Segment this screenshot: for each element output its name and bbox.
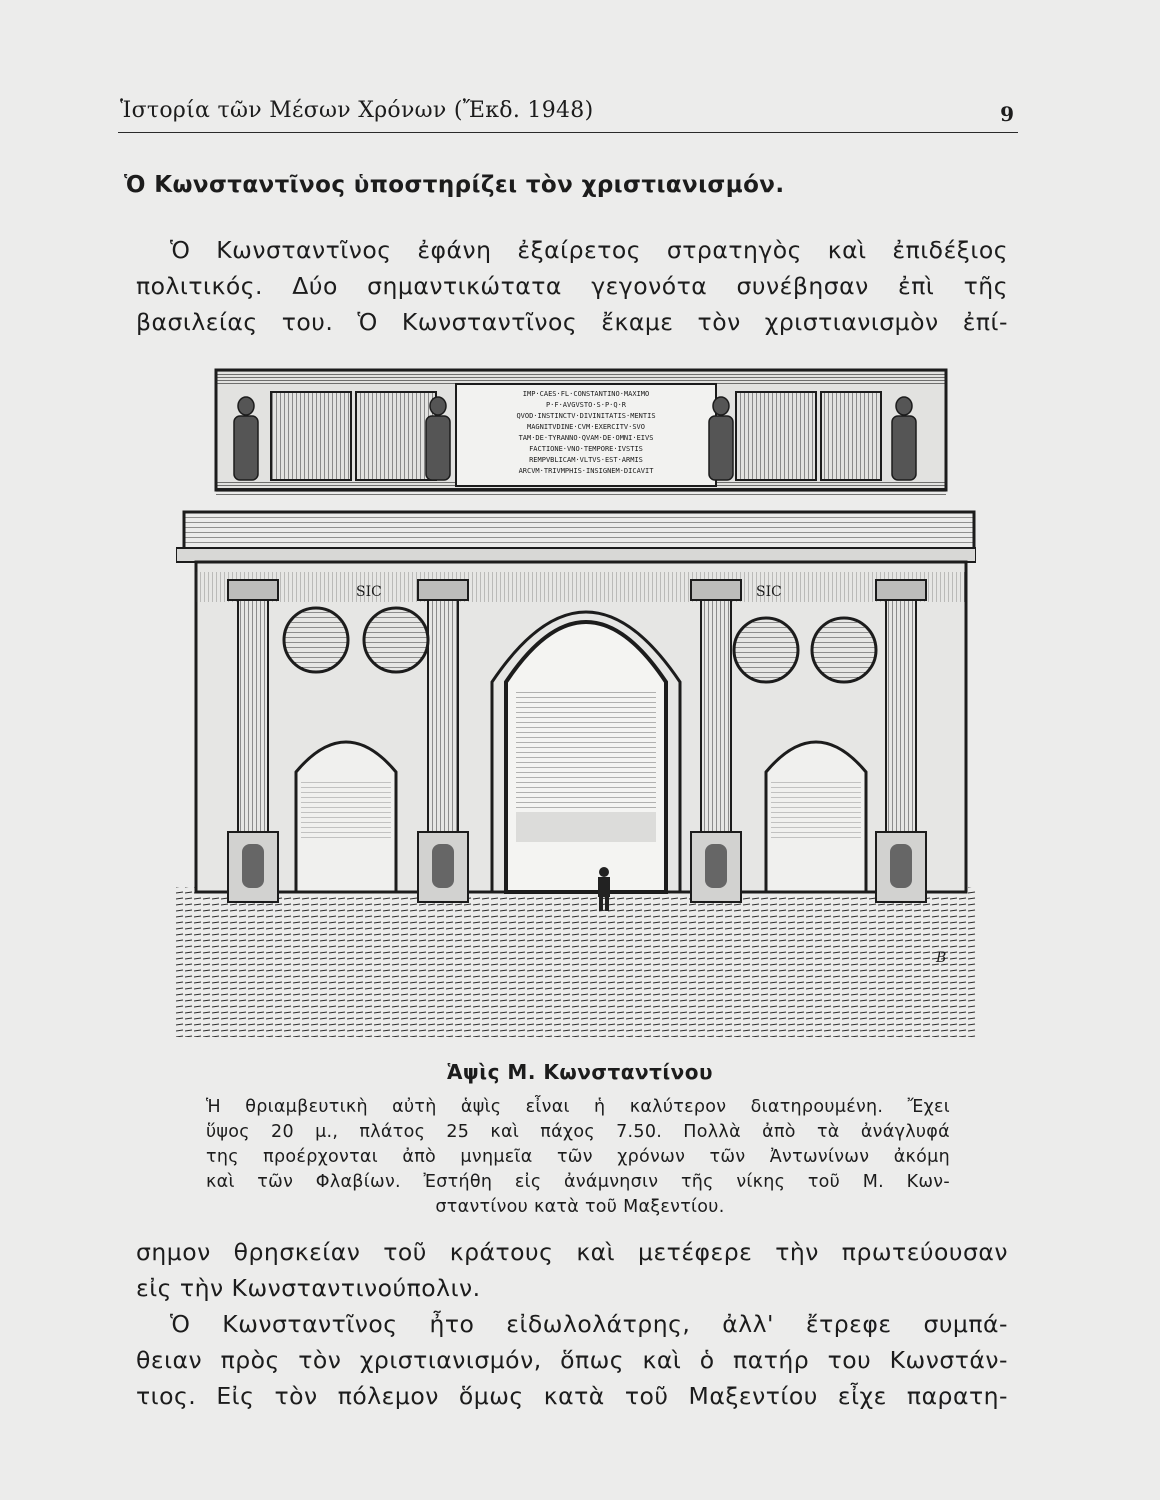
attic-relief — [821, 392, 881, 480]
inscription-line: P·F·AVGVSTO·S·P·Q·R — [545, 401, 627, 409]
attic-label-left: SIC — [356, 584, 382, 600]
figure-title: Ἁψὶς Μ. Κωνσταντίνου — [446, 1060, 714, 1084]
attic-relief — [356, 392, 436, 480]
attic-label-right: SIC — [756, 584, 782, 600]
column — [238, 592, 268, 832]
paragraph-line: εἰς τὴν Κωνσταντινούπολιν. — [136, 1274, 481, 1302]
inscription-line: MAGNITVDINE·CVM·EXERCITV·SVO — [526, 423, 646, 431]
header-title: Ἱστορία τῶν Μέσων Χρόνων (Ἔκδ. 1948) — [120, 98, 594, 123]
caption-line: Ἡ θριαμβευτικὴ αὐτὴ ἁψὶς εἶναι ἡ καλύτερον διατηρουμένη. Ἔχει — [206, 1097, 950, 1117]
section-heading: Ὁ Κωνσταντῖνος ὑποστηρίζει τὸν χριστιανισμόν. — [124, 172, 785, 198]
paragraph-line: πολιτικός. Δύο σημαντικώτατα γεγονότα συνέβησαν ἐπὶ τῆς — [136, 272, 1008, 300]
inscription-line: ARCVM·TRIVMPHIS·INSIGNEM·DICAVIT — [518, 467, 654, 475]
engraver-signature: B — [936, 950, 947, 966]
page-number: 9 — [1000, 102, 1014, 126]
column — [428, 592, 458, 832]
inscription-line: FACTIONE·VNO·TEMPORE·IVSTIS — [529, 445, 643, 453]
paragraph-line: Ὁ Κωνσταντῖνος ἦτο εἰδωλολάτρης, ἀλλ' ἔτρεφε συμπά- — [170, 1310, 1008, 1338]
arch-engraving — [176, 362, 976, 1042]
inscription-line: REMPVBLICAM·VLTVS·EST·ARMIS — [529, 456, 643, 464]
caption-line: σταντίνου κατὰ τοῦ Μαξεντίου. — [435, 1197, 725, 1217]
column — [701, 592, 731, 832]
cornice — [184, 512, 974, 552]
paragraph-line: τιος. Εἰς τὸν πόλεμον ὅμως κατὰ τοῦ Μαξεντίου εἶχε παρατη- — [136, 1382, 1008, 1410]
caption-line: καὶ τῶν Φλαβίων. Ἐστήθη εἰς ἀνάμνησιν τῆς νίκης τοῦ Μ. Κων- — [206, 1172, 950, 1192]
inscription-line: TAM·DE·TYRANNO·QVAM·DE·OMNI·EIVS — [518, 434, 654, 442]
paragraph-line: Ὁ Κωνσταντῖνος ἐφάνη ἐξαίρετος στρατηγὸς καὶ ἐπιδέξιος — [170, 236, 1008, 264]
caption-line: της προέρχονται ἀπὸ μνημεῖα τῶν χρόνων τῶν Ἀντωνίνων ἀκόμη — [206, 1147, 950, 1167]
paragraph-line: θειαν πρὸς τὸν χριστιανισμόν, ὅπως καὶ ὁ πατήρ του Κωνστάν- — [136, 1346, 1008, 1374]
paragraph-line: βασιλείας του. Ὁ Κωνσταντῖνος ἔκαμε τὸν χριστιανισμὸν ἐπί- — [136, 308, 1008, 336]
inscription-line: IMP·CAES·FL·CONSTANTINO·MAXIMO — [522, 390, 650, 398]
attic-relief — [736, 392, 816, 480]
caption-line: ὕψος 20 μ., πλάτος 25 καὶ πάχος 7.50. Πολλὰ ἀπὸ τὰ ἀνάγλυφά — [206, 1122, 950, 1142]
ground-hatching — [176, 887, 976, 1037]
paragraph-line: σημον θρησκείαν τοῦ κράτους καὶ μετέφερε τὴν πρωτεύουσαν — [136, 1238, 1008, 1266]
running-header — [118, 96, 1018, 133]
attic-relief — [271, 392, 351, 480]
column — [886, 592, 916, 832]
inscription-line: QVOD·INSTINCTV·DIVINITATIS·MENTIS — [516, 412, 656, 420]
